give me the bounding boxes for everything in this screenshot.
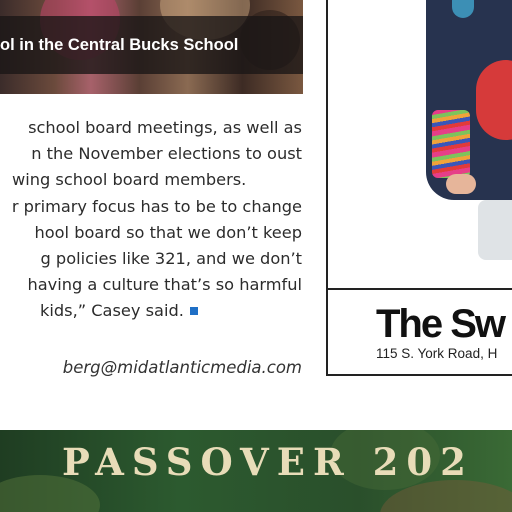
passover-banner[interactable] xyxy=(0,430,512,512)
article-line: wing school board members. xyxy=(12,170,247,190)
ad-divider xyxy=(328,288,512,290)
banner-title: PASSOVER 202 xyxy=(62,440,474,484)
article-line: having a culture that’s so harmful xyxy=(27,275,302,295)
article-line: hool board so that we don’t keep xyxy=(34,222,302,242)
article-body xyxy=(0,115,302,325)
article-line: kids,” Casey said. xyxy=(40,301,184,321)
article-line: r primary focus has to be to change xyxy=(11,196,302,216)
pants-image xyxy=(478,200,512,260)
sweater-pattern xyxy=(452,0,474,18)
article-photo xyxy=(0,0,303,94)
article-line: g policies like 321, and we don’t xyxy=(40,249,302,269)
article-last-line xyxy=(0,298,302,324)
ad-address: 115 S. York Road, H xyxy=(376,346,498,361)
author-email[interactable]: berg@midatlanticmedia.com xyxy=(62,358,302,377)
striped-sleeve xyxy=(432,110,470,178)
photo-caption: ol in the Central Bucks School xyxy=(0,16,303,74)
article-line: n the November elections to oust xyxy=(31,144,302,164)
article-line: school board meetings, as well as xyxy=(28,118,302,137)
ad-brand: The Sw xyxy=(376,302,505,346)
sweater-pattern xyxy=(476,60,512,140)
end-mark-icon xyxy=(190,307,198,315)
advertisement[interactable] xyxy=(326,0,512,376)
hand-image xyxy=(446,174,476,194)
